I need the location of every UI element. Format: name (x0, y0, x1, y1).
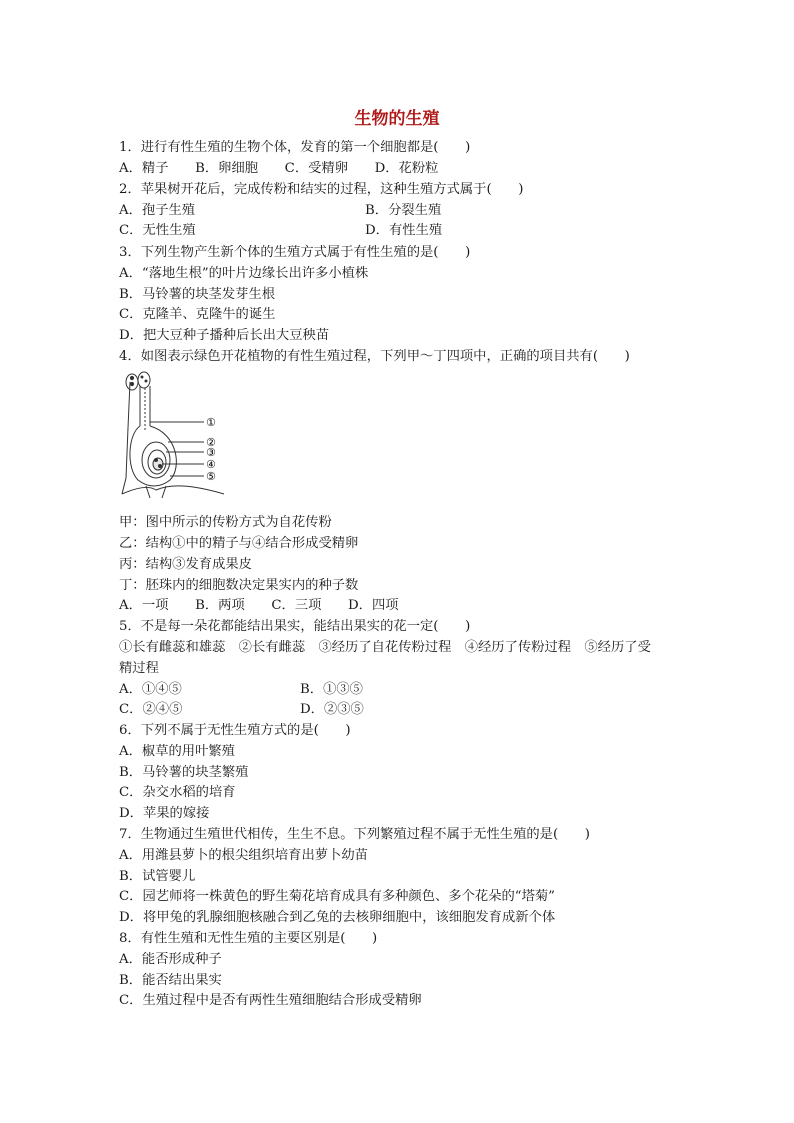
question-8-option-c: C．生殖过程中是否有两性生殖细胞结合形成受精卵 (119, 993, 422, 1008)
label-5: ⑤ (206, 470, 216, 483)
question-4-statement-yi: 乙：结构①中的精子与④结合形成受精卵 (119, 536, 359, 551)
question-2-option-c: C．无性生殖 (119, 223, 196, 238)
question-2-option-d: D．有性生殖 (365, 223, 443, 238)
pistil-diagram-svg (120, 368, 230, 498)
label-4: ④ (206, 458, 216, 471)
question-1-stem: 1．进行有性生殖的生物个体，发育的第一个细胞都是( ) (119, 140, 471, 155)
question-1-options: A．精子 B．卵细胞 C．受精卵 D．花粉粒 (119, 161, 439, 176)
question-4-options: A．一项 B．两项 C．三项 D．四项 (119, 598, 399, 613)
question-3-option-b: B．马铃薯的块茎发芽生根 (119, 287, 276, 302)
question-5-option-d: D．②③⑤ (300, 702, 364, 717)
question-4-statement-ding: 丁：胚珠内的细胞数决定果实内的种子数 (119, 578, 359, 593)
question-2-option-b: B．分裂生殖 (365, 203, 442, 218)
question-5-items-line2: 精过程 (119, 661, 159, 676)
question-3-option-d: D．把大豆种子播种后长出大豆秧苗 (119, 328, 330, 343)
flower-pistil-diagram (120, 368, 230, 498)
question-4-statement-bing: 丙：结构③发育成果皮 (119, 557, 252, 572)
question-6-option-b: B．马铃薯的块茎繁殖 (119, 765, 249, 780)
page-title: 生物的生殖 (354, 109, 440, 129)
question-5-stem: 5．不是每一朵花都能结出果实，能结出果实的花一定( ) (119, 619, 471, 634)
question-5-option-a: A．①④⑤ (119, 682, 182, 697)
question-7-option-b: B．试管婴儿 (119, 869, 196, 884)
question-4-stem: 4．如图表示绿色开花植物的有性生殖过程，下列甲～丁四项中，正确的项目共有( ) (119, 349, 630, 364)
question-5-items-line1: ①长有雌蕊和雄蕊 ②长有雌蕊 ③经历了自花传粉过程 ④经历了传粉过程 ⑤经历了受 (119, 640, 651, 655)
question-8-option-b: B．能否结出果实 (119, 973, 222, 988)
question-7-option-a: A．用潍县萝卜的根尖组织培育出萝卜幼苗 (119, 848, 368, 863)
question-8-option-a: A．能否形成种子 (119, 952, 222, 967)
question-5-option-b: B．①③⑤ (300, 682, 363, 697)
question-6-option-a: A．椒草的用叶繁殖 (119, 744, 235, 759)
question-2-option-a: A．孢子生殖 (119, 203, 196, 218)
stigma-top (138, 372, 150, 388)
label-1: ① (206, 416, 216, 429)
label-3: ③ (206, 446, 216, 459)
label-2: ② (206, 436, 216, 449)
question-3-option-c: C．克隆羊、克隆牛的诞生 (119, 307, 276, 322)
question-7-stem: 7．生物通过生殖世代相传，生生不息。下列繁殖过程不属于无性生殖的是( ) (119, 827, 590, 842)
question-7-option-c: C．园艺师将一株黄色的野生菊花培育成具有多种颜色、多个花朵的“塔菊” (119, 889, 555, 904)
question-6-option-d: D．苹果的嫁接 (119, 806, 210, 821)
question-8-stem: 8．有性生殖和无性生殖的主要区别是( ) (119, 931, 378, 946)
question-7-option-d: D．将甲兔的乳腺细胞核融合到乙兔的去核卵细胞中，该细胞发育成新个体 (119, 910, 556, 925)
question-5-option-c: C．②④⑤ (119, 702, 183, 717)
question-2-stem: 2．苹果树开花后，完成传粉和结实的过程，这种生殖方式属于( ) (119, 182, 524, 197)
question-4-statement-jia: 甲：图中所示的传粉方式为自花传粉 (119, 515, 332, 530)
question-6-option-c: C．杂交水稻的培育 (119, 785, 236, 800)
question-3-stem: 3．下列生物产生新个体的生殖方式属于有性生殖的是( ) (119, 245, 471, 260)
question-3-option-a: A．“落地生根”的叶片边缘长出许多小植株 (119, 266, 369, 281)
question-6-stem: 6．下列不属于无性生殖方式的是( ) (119, 723, 351, 738)
